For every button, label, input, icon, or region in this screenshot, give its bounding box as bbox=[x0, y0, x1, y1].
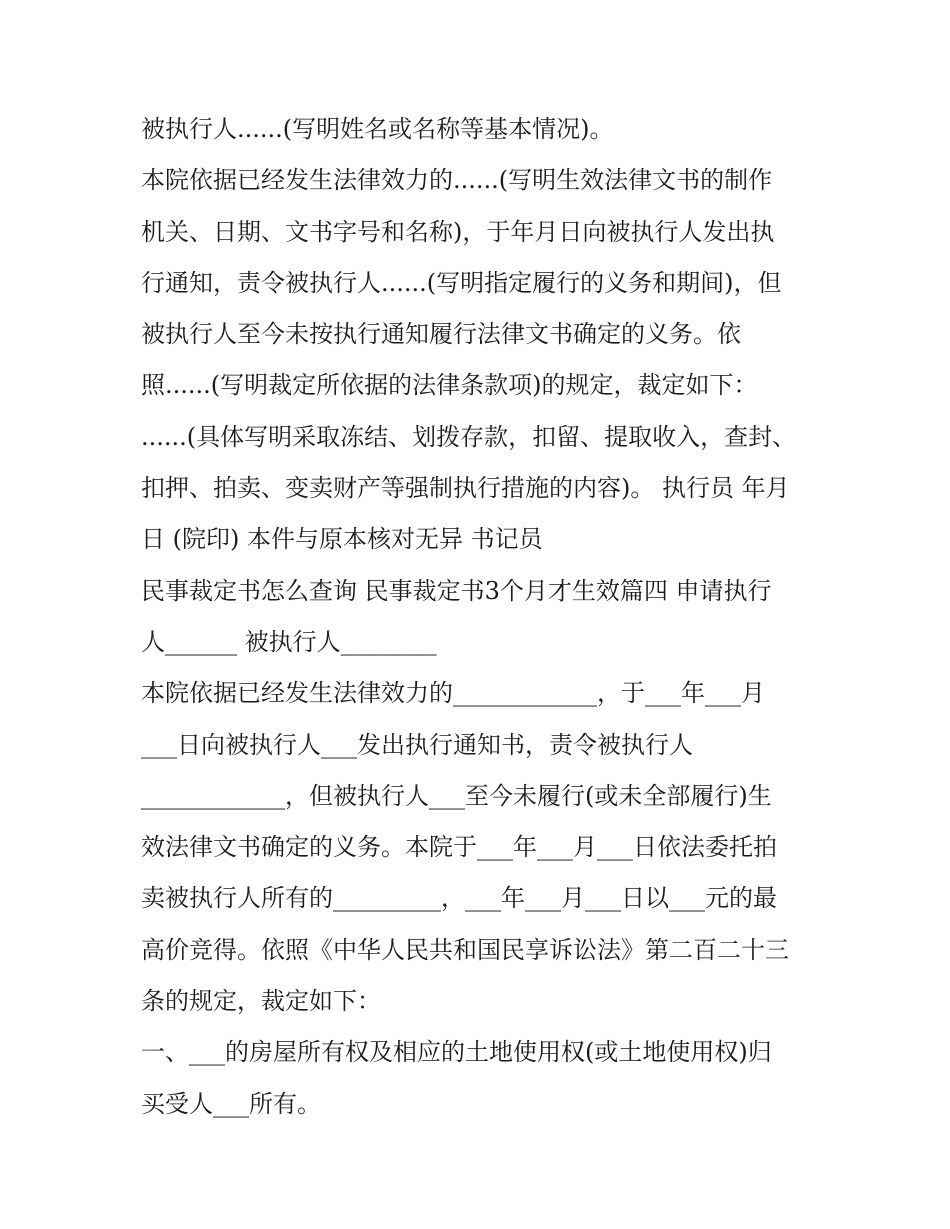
text-line: 本院依据已经发生法律效力的......(写明生效法律文书的制作 bbox=[141, 166, 773, 195]
text-line: ___日向被执行人___发出执行通知书，责令被执行人 bbox=[141, 730, 693, 759]
text-line: ____________，但被执行人___至今未履行(或未全部履行)生 bbox=[141, 781, 772, 810]
document-body bbox=[141, 104, 821, 1130]
text-line: 高价竞得。依照《中华人民共和国民享诉讼法》第二百二十三 bbox=[141, 935, 789, 964]
text-line: 买受人___所有。 bbox=[141, 1089, 321, 1118]
text-line: 民事裁定书怎么查询 民事裁定书3个月才生效篇四 申请执行 bbox=[141, 576, 772, 605]
text-line: 扣押、拍卖、变卖财产等强制执行措施的内容)。 执行员 年月 bbox=[141, 474, 790, 503]
text-line: 被执行人至今未按执行通知履行法律文书确定的义务。依 bbox=[141, 320, 741, 349]
text-line: 机关、日期、文书字号和名称)，于年月日向被执行人发出执 bbox=[141, 217, 775, 246]
text-line: ......(具体写明采取冻结、划拨存款，扣留、提取收入，查封、 bbox=[141, 422, 797, 451]
text-line: 本院依据已经发生法律效力的____________，于___年___月 bbox=[141, 679, 765, 708]
text-line: 卖被执行人所有的_________，___年___月___日以___元的最 bbox=[141, 884, 777, 913]
text-line: 一、___的房屋所有权及相应的土地使用权(或土地使用权)归 bbox=[141, 1038, 772, 1067]
text-line: 行通知，责令被执行人......(写明指定履行的义务和期间)，但 bbox=[141, 268, 782, 297]
text-line: 照......(写明裁定所依据的法律条款项)的规定，裁定如下： bbox=[141, 371, 758, 400]
text-line: 被执行人......(写明姓名或名称等基本情况)。 bbox=[141, 115, 614, 143]
text-line: 日 (院印) 本件与原本核对无异 书记员 bbox=[141, 525, 543, 554]
text-line: 效法律文书确定的义务。本院于___年___月___日依法委托拍 bbox=[141, 833, 777, 862]
text-line: 人______ 被执行人________ bbox=[141, 627, 437, 656]
text-line: 条的规定，裁定如下： bbox=[141, 987, 381, 1016]
